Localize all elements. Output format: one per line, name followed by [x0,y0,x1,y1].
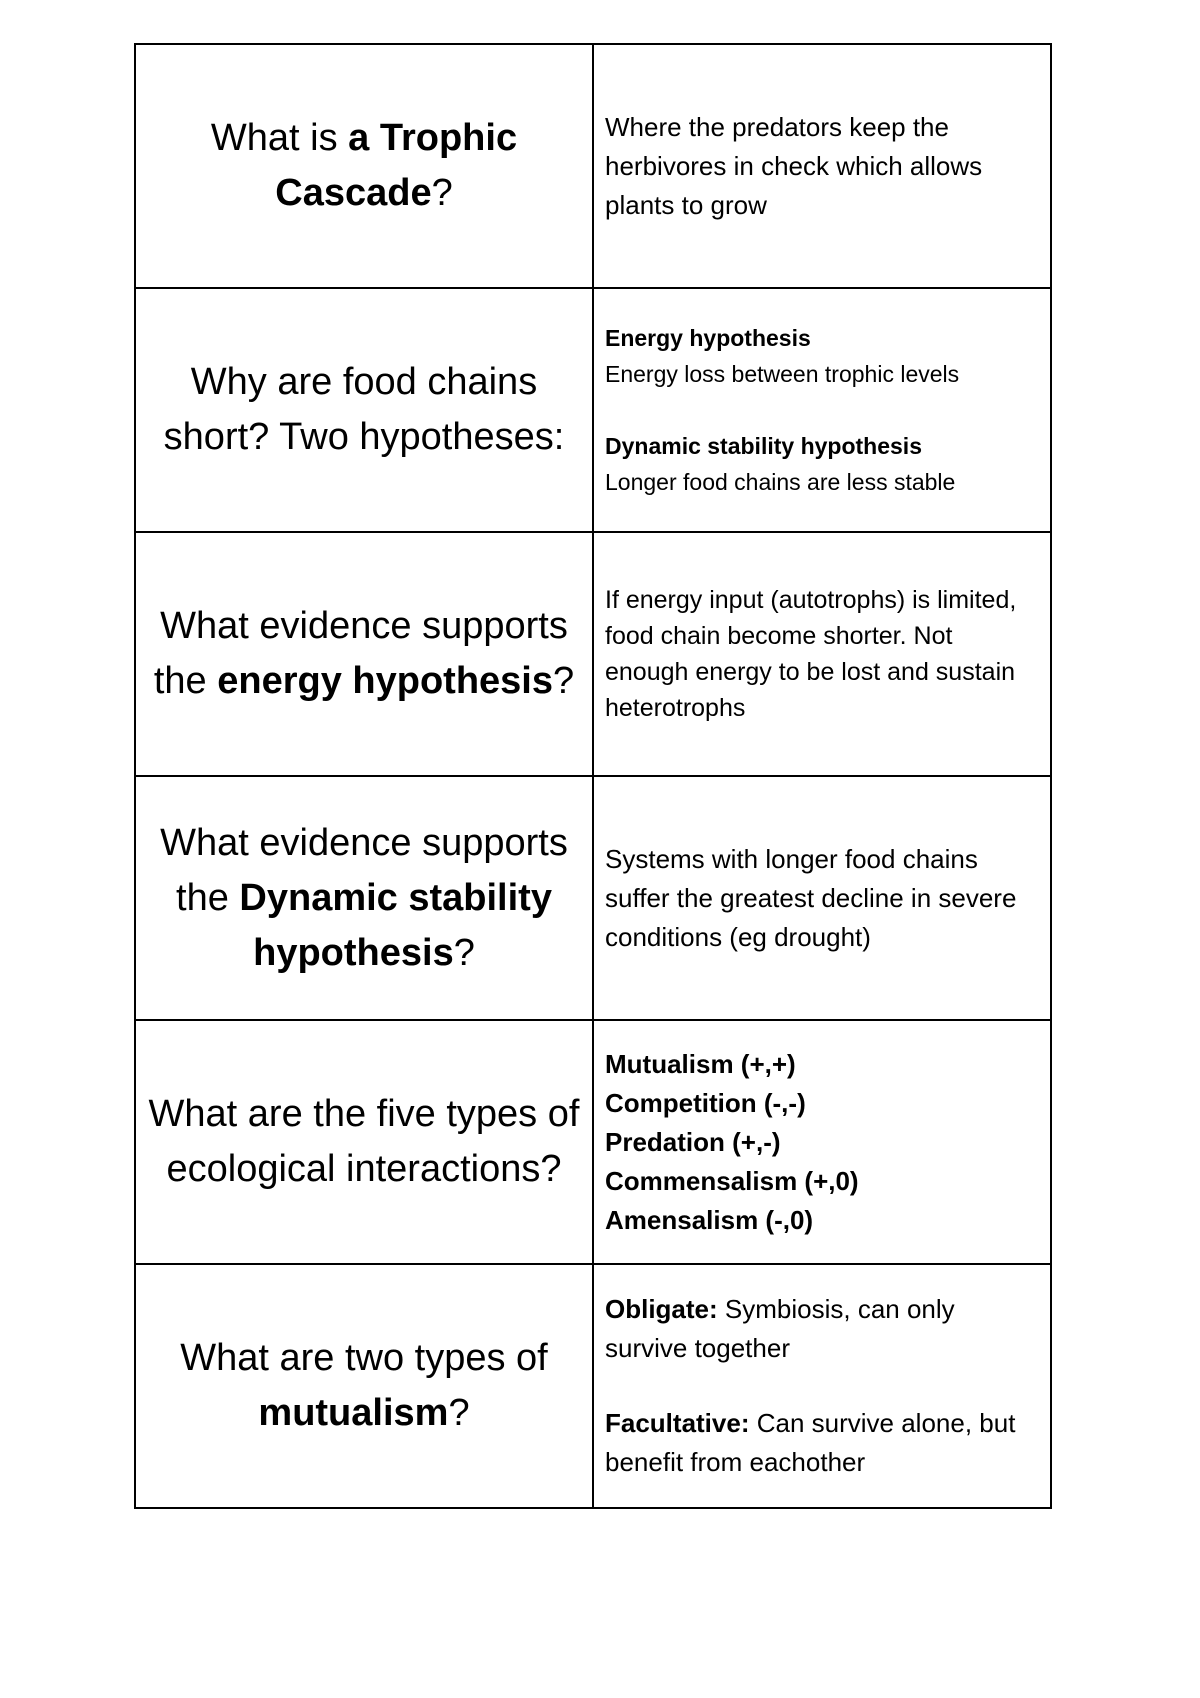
question-cell [135,1264,593,1508]
question-cell [135,1020,593,1264]
flashcard-row [135,532,1051,776]
flashcard-row [135,44,1051,288]
flashcard-row [135,1020,1051,1264]
question-text: What is a Trophic Cascade? [210,117,518,214]
question-text: What evidence supports the energy hypothesis? [153,605,575,702]
question-text: Why are food chains short? Two hypotheses: [163,361,565,458]
question-text: What are two types of mutualism? [180,1337,548,1434]
answer-cell [593,776,1051,1020]
answer-text: Systems with longer food chains suffer the greatest decline in severe conditions (eg drought) [605,843,1017,952]
question-text: What evidence supports the Dynamic stability hypothesis? [160,821,568,974]
answer-list-item: Competition (-,-) [605,1087,806,1118]
answer-cell [593,44,1051,288]
answer-list-item: Commensalism (+,0) [605,1165,859,1196]
question-cell [135,776,593,1020]
flashcard-row [135,1264,1051,1508]
answer-text: Energy loss between trophic levels [605,361,960,387]
answer-heading: Dynamic stability hypothesis [605,433,922,459]
answer-cell [593,1264,1051,1508]
flashcard-table [134,43,1052,1509]
answer-cell [593,1020,1051,1264]
answer-list-item: Predation (+,-) [605,1126,781,1157]
answer-text: Can survive alone, but benefit from eachother [605,1408,1016,1477]
answer-heading: Energy hypothesis [605,325,811,351]
flashcard-row [135,288,1051,532]
question-cell [135,288,593,532]
answer-text: Symbiosis, can only survive together [605,1294,955,1363]
question-cell [135,44,593,288]
answer-heading: Facultative: [605,1408,750,1438]
question-text: What are the five types of ecological interactions? [148,1093,580,1190]
answer-text: If energy input (autotrophs) is limited, food chain become shorter. Not enough energy to be lost and sustain heterotrophs [605,586,1017,722]
question-cell [135,532,593,776]
answer-cell [593,532,1051,776]
answer-cell [593,288,1051,532]
flashcard-row [135,776,1051,1020]
answer-text: Where the predators keep the herbivores in check which allows plants to grow [605,111,983,220]
answer-text: Longer food chains are less stable [605,469,956,495]
answer-heading: Obligate: [605,1294,718,1324]
answer-list-item: Mutualism (+,+) [605,1048,796,1079]
answer-list-item: Amensalism (-,0) [605,1204,814,1235]
